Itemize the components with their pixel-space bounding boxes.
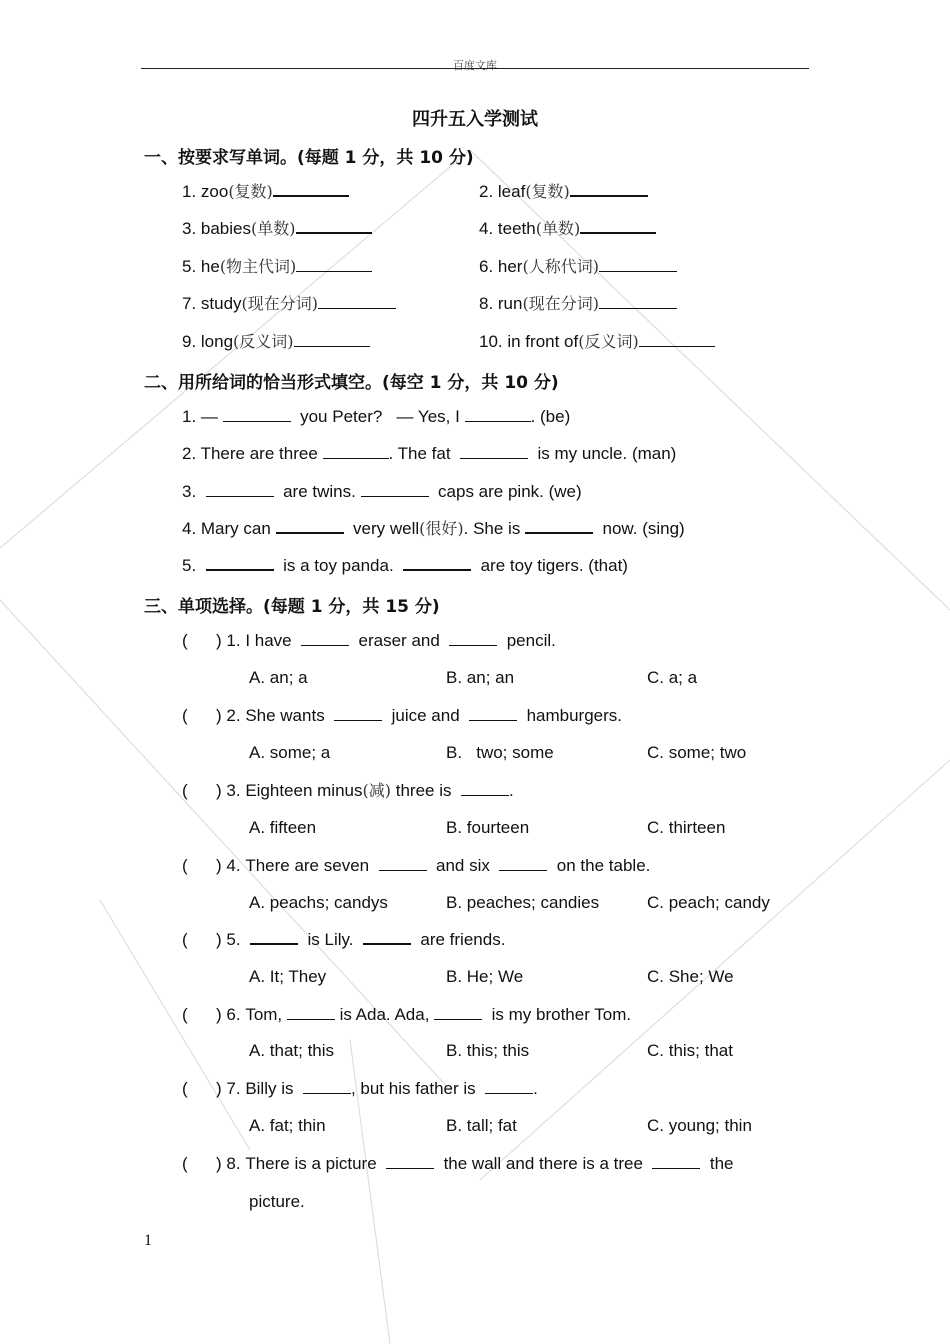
s3-q2-option-c[interactable]: C. some; two xyxy=(647,743,747,762)
answer-blank[interactable] xyxy=(323,444,389,459)
answer-blank[interactable] xyxy=(580,218,656,234)
answer-blank[interactable] xyxy=(461,781,509,796)
answer-blank[interactable] xyxy=(469,706,517,721)
s2-item-2: 2. There are three . The fat is my uncle. (man) xyxy=(182,444,677,463)
answer-blank[interactable] xyxy=(379,856,427,871)
answer-blank[interactable] xyxy=(599,294,677,309)
s3-q7-option-c[interactable]: C. young; thin xyxy=(647,1116,752,1135)
s3-q2: ( ) 2. She wants juice and hamburgers. xyxy=(182,706,623,725)
answer-blank[interactable] xyxy=(460,444,528,459)
answer-blank[interactable] xyxy=(361,482,429,497)
page-header-site: 百度文库 xyxy=(453,59,497,72)
answer-blank[interactable] xyxy=(296,218,372,234)
s3-q6: ( ) 6. Tom, is Ada. Ada, is my brother Tom. xyxy=(182,1005,632,1024)
s1-item-6: 6. her(人称代词) xyxy=(479,256,677,278)
answer-blank[interactable] xyxy=(599,257,677,272)
s1-item-7: 7. study(现在分词) xyxy=(182,293,396,315)
s3-q7-option-b[interactable]: B. tall; fat xyxy=(446,1116,517,1135)
s3-q4-option-a[interactable]: A. peachs; candys xyxy=(249,893,388,912)
answer-blank[interactable] xyxy=(296,257,372,272)
answer-blank[interactable] xyxy=(318,294,396,309)
answer-blank[interactable] xyxy=(499,856,547,871)
header-rule xyxy=(141,68,809,69)
s3-q3: ( ) 3. Eighteen minus(减) three is . xyxy=(182,781,514,800)
answer-blank[interactable] xyxy=(652,1154,700,1169)
section-2-heading: 二、用所给词的恰当形式填空。(每空 1 分，共 10 分) xyxy=(144,373,559,393)
answer-blank[interactable] xyxy=(334,706,382,721)
s3-q2-option-b[interactable]: B. two; some xyxy=(446,743,554,762)
answer-blank[interactable] xyxy=(434,1005,482,1020)
s3-q8: ( ) 8. There is a picture the wall and there is a tree the xyxy=(182,1154,734,1173)
s3-q6-option-c[interactable]: C. this; that xyxy=(647,1041,733,1060)
s1-item-5: 5. he(物主代词) xyxy=(182,256,372,278)
s1-item-2: 2. leaf(复数) xyxy=(479,181,648,203)
s1-item-1: 1. zoo(复数) xyxy=(182,181,349,203)
answer-blank[interactable] xyxy=(449,631,497,646)
answer-blank[interactable] xyxy=(206,555,274,571)
s3-q4: ( ) 4. There are seven and six on the table. xyxy=(182,856,651,875)
s3-q3-option-b[interactable]: B. fourteen xyxy=(446,818,530,837)
s3-q4-option-b[interactable]: B. peaches; candies xyxy=(446,893,600,912)
s1-item-10: 10. in front of(反义词) xyxy=(479,331,715,353)
answer-blank[interactable] xyxy=(206,482,274,497)
answer-blank[interactable] xyxy=(303,1079,351,1094)
s3-q1: ( ) 1. I have eraser and pencil. xyxy=(182,631,556,650)
s3-q1-option-b[interactable]: B. an; an xyxy=(446,668,515,687)
s3-q3-option-a[interactable]: A. fifteen xyxy=(249,818,317,837)
answer-blank[interactable] xyxy=(525,518,593,534)
s3-q5: ( ) 5. is Lily. are friends. xyxy=(182,930,506,949)
s3-q6-option-a[interactable]: A. that; this xyxy=(249,1041,335,1060)
s3-q5-option-a[interactable]: A. It; They xyxy=(249,967,327,986)
answer-blank[interactable] xyxy=(301,631,349,646)
page-title: 四升五入学测试 xyxy=(412,109,538,130)
answer-blank[interactable] xyxy=(639,332,715,347)
s2-item-1: 1. — you Peter? — Yes, I . (be) xyxy=(182,407,571,426)
s3-q1-option-a[interactable]: A. an; a xyxy=(249,668,308,687)
answer-blank[interactable] xyxy=(223,407,291,422)
answer-blank[interactable] xyxy=(287,1005,335,1020)
s3-q4-option-c[interactable]: C. peach; candy xyxy=(647,893,770,912)
section-1-heading: 一、按要求写单词。(每题 1 分，共 10 分) xyxy=(144,148,474,168)
answer-blank[interactable] xyxy=(294,332,370,347)
answer-blank[interactable] xyxy=(276,518,344,534)
section-3-heading: 三、单项选择。(每题 1 分，共 15 分) xyxy=(144,597,440,617)
s3-q2-option-a[interactable]: A. some; a xyxy=(249,743,331,762)
answer-blank[interactable] xyxy=(485,1079,533,1094)
page-number: 1 xyxy=(144,1232,152,1249)
s3-q3-option-c[interactable]: C. thirteen xyxy=(647,818,726,837)
s3-q7-option-a[interactable]: A. fat; thin xyxy=(249,1116,326,1135)
s3-q8-continuation: picture. xyxy=(249,1192,305,1211)
s2-item-3: 3. are twins. caps are pink. (we) xyxy=(182,482,582,501)
s2-item-4: 4. Mary can very well(很好). She is now. (sing) xyxy=(182,519,685,538)
s1-item-4: 4. teeth(单数) xyxy=(479,218,656,240)
s3-q1-option-c[interactable]: C. a; a xyxy=(647,668,698,687)
s2-item-5: 5. is a toy panda. are toy tigers. (that) xyxy=(182,556,628,575)
answer-blank[interactable] xyxy=(363,929,411,945)
answer-blank[interactable] xyxy=(386,1154,434,1169)
answer-blank[interactable] xyxy=(273,181,349,197)
answer-blank[interactable] xyxy=(403,555,471,571)
s3-q6-option-b[interactable]: B. this; this xyxy=(446,1041,530,1060)
answer-blank[interactable] xyxy=(465,407,531,422)
s1-item-9: 9. long(反义词) xyxy=(182,331,370,353)
s3-q5-option-b[interactable]: B. He; We xyxy=(446,967,524,986)
answer-blank[interactable] xyxy=(250,929,298,945)
s1-item-8: 8. run(现在分词) xyxy=(479,293,677,315)
s3-q7: ( ) 7. Billy is , but his father is . xyxy=(182,1079,538,1098)
s1-item-3: 3. babies(单数) xyxy=(182,218,372,240)
s3-q5-option-c[interactable]: C. She; We xyxy=(647,967,734,986)
answer-blank[interactable] xyxy=(570,181,648,197)
